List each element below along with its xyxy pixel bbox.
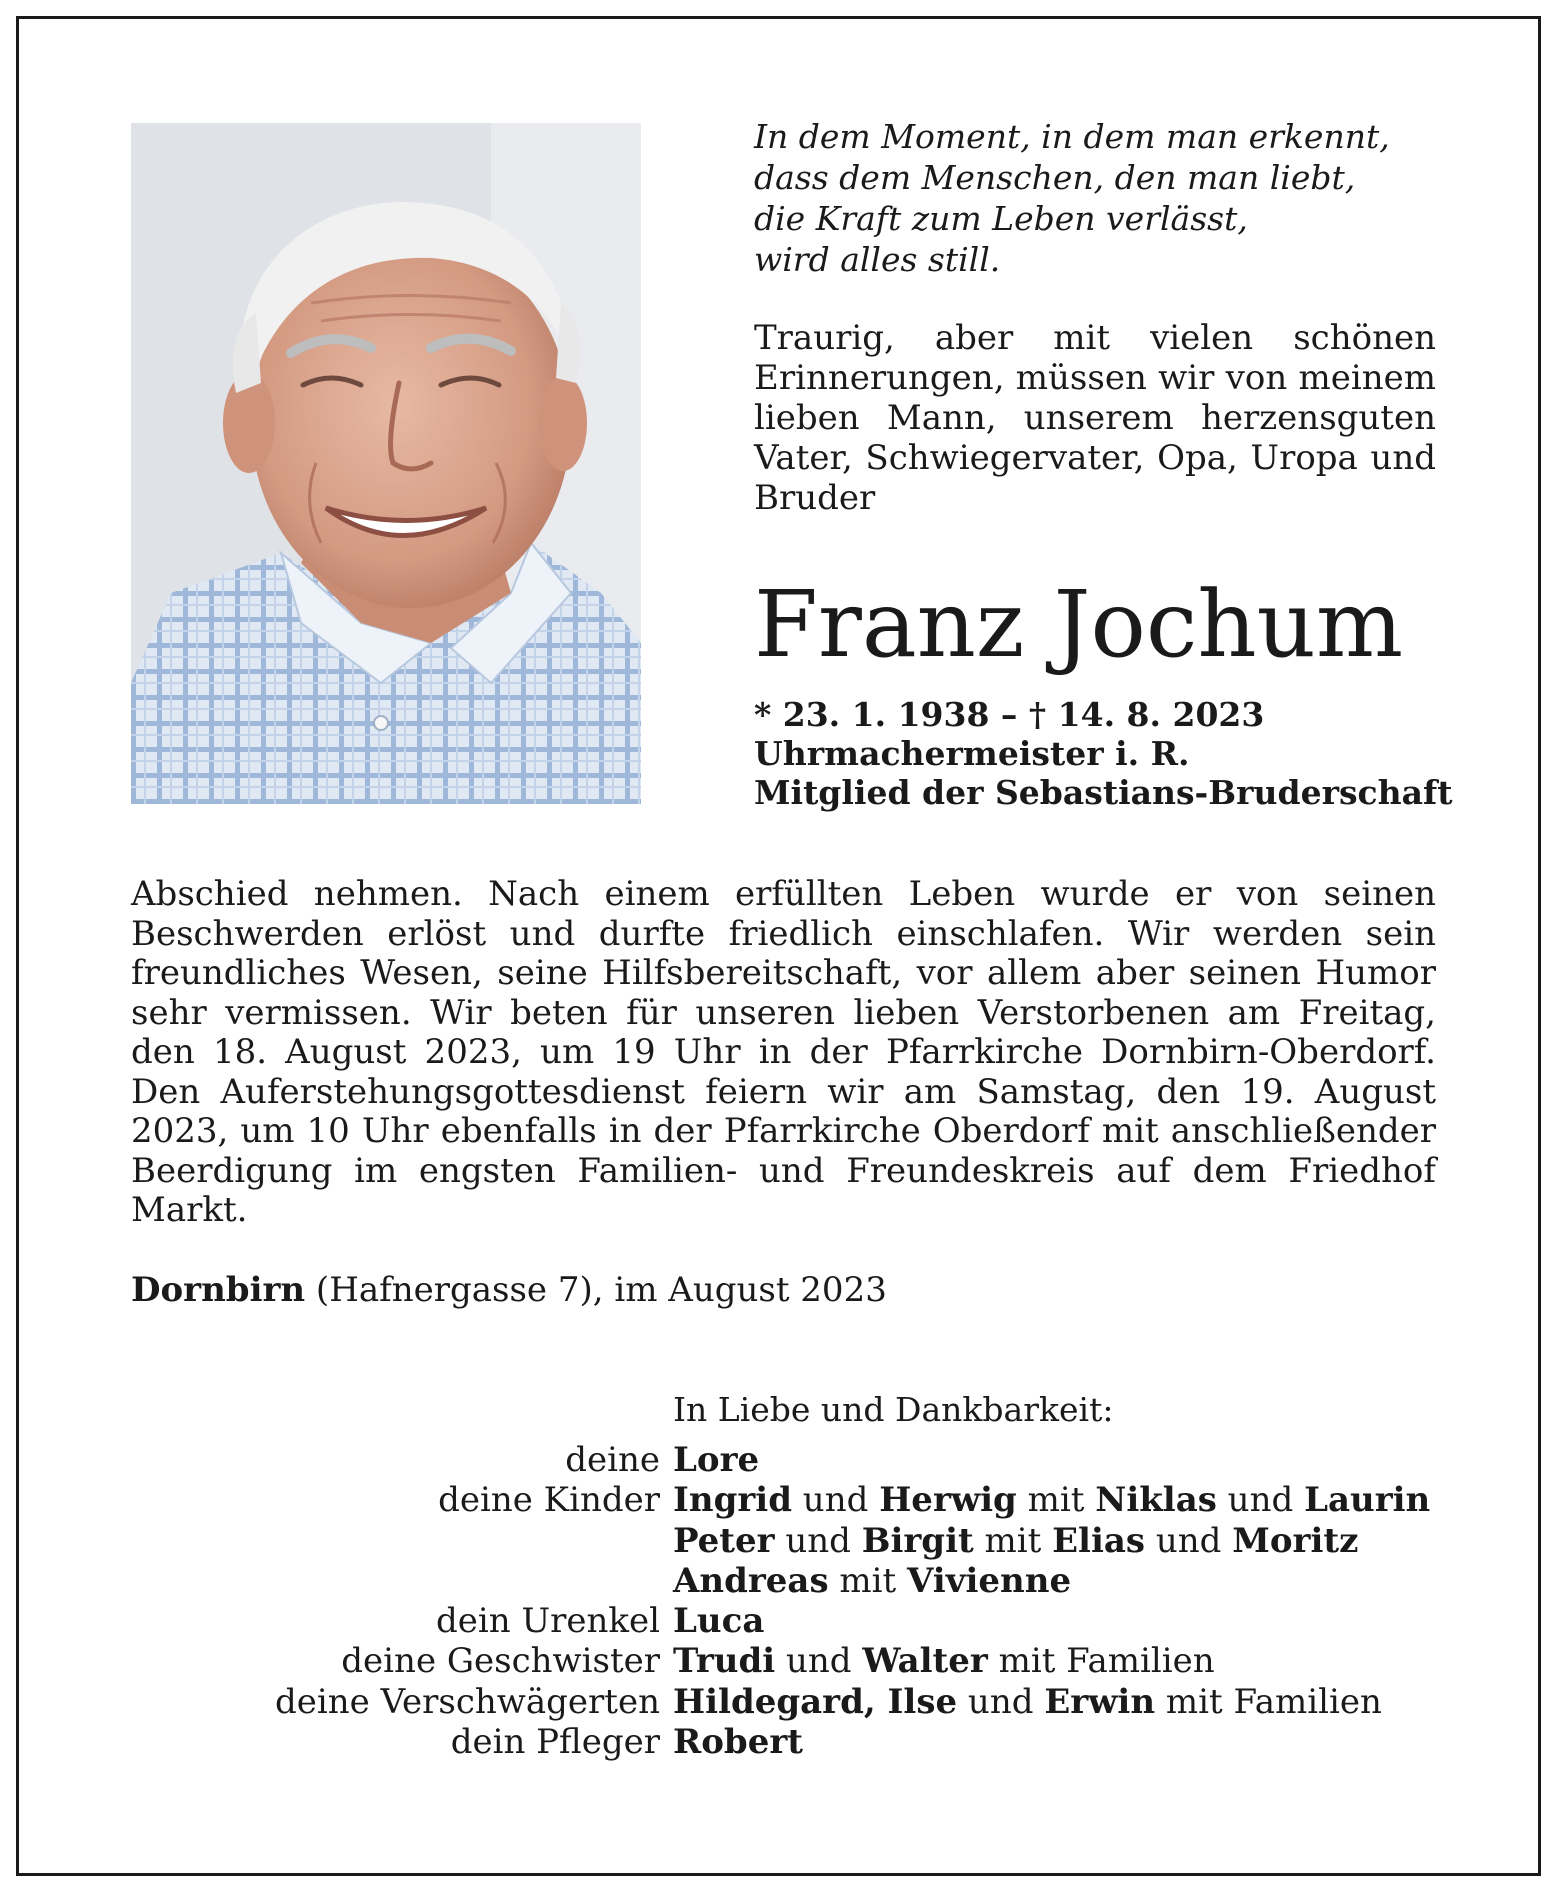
quote-line: wird alles still.: [754, 240, 1001, 279]
survivor-names: [673, 1521, 1358, 1561]
survivor-relation: deine Verschwägerten: [275, 1681, 660, 1722]
survivor-name: Herwig: [879, 1480, 1017, 1521]
connector: und: [775, 1641, 863, 1682]
survivor-name: Birgit: [861, 1520, 974, 1561]
place-address-date: (Hafnergasse 7), im August 2023: [305, 1270, 887, 1310]
survivor-row: [200, 1440, 1500, 1480]
survivor-name: Vivienne: [907, 1560, 1072, 1601]
intro-text: Traurig, aber mit vielen schönen Erinnerungen, müssen wir von meinem lieben Mann, unserem herzensguten Vater, Schwiegervater, Opa, Uropa und Bruder: [754, 318, 1436, 518]
place-city: Dornbirn: [131, 1270, 306, 1310]
survivor-name: Lore: [673, 1440, 760, 1480]
survivor-relation: [200, 1521, 673, 1561]
survivor-name: Andreas: [673, 1560, 829, 1601]
survivor-name: Niklas: [1095, 1480, 1217, 1521]
survivor-names: [673, 1561, 1071, 1601]
survivor-name: Trudi: [673, 1641, 776, 1682]
survivor-name: Luca: [673, 1601, 765, 1642]
connector: mit: [1016, 1480, 1096, 1521]
connector: und: [774, 1520, 862, 1561]
survivor-name: Laurin: [1304, 1480, 1431, 1521]
connector: und: [957, 1681, 1045, 1722]
survivor-relation: [200, 1561, 673, 1601]
place-and-date: [131, 1270, 887, 1310]
survivor-names: [673, 1682, 1382, 1722]
survivor-relation: dein Urenkel: [436, 1601, 660, 1642]
body-text: Abschied nehmen. Nach einem erfüllten Leben wurde er von seinen Beschwerden erlöst und durfte friedlich einschlafen. Wir werden sein freundliches Wesen, seine Hilfsbereitschaft, vor allem aber seinen Humor sehr vermissen. Wir beten für unseren lieben Verstorbenen am Freitag, den 18. August 2023, um 19 Uhr in der Pfarrkirche Dornbirn-Oberdorf. Den Auferstehungsgottesdienst feiern wir am Samstag, den 19. August 2023, um 10 Uhr ebenfalls in der Pfarrkirche Oberdorf mit anschließender Beerdigung im engsten Familien- und Freundeskreis auf dem Friedhof Markt.: [131, 874, 1436, 1230]
survivor-name: Robert: [673, 1722, 803, 1763]
quote-line: dass dem Menschen, den man liebt,: [754, 158, 1356, 197]
thanks-line: In Liebe und Dankbarkeit:: [673, 1390, 1114, 1429]
portrait-illustration: [131, 123, 641, 804]
survivor-row: [200, 1561, 1500, 1601]
connector: und: [1216, 1480, 1305, 1521]
survivor-name: Elias: [1052, 1520, 1146, 1561]
survivor-name: Walter: [862, 1641, 988, 1682]
survivor-name: Erwin: [1044, 1681, 1156, 1722]
survivor-name: Hildegard, Ilse: [673, 1681, 958, 1722]
connector: und: [792, 1480, 880, 1521]
survivor-relation: deine: [565, 1440, 660, 1480]
survivor-name: Peter: [673, 1520, 775, 1561]
survivor-names: [673, 1480, 1430, 1520]
survivor-row: [200, 1641, 1500, 1681]
deceased-details: [754, 695, 1452, 812]
survivor-row: [200, 1601, 1500, 1641]
survivors-list: [200, 1440, 1500, 1762]
survivor-row: [200, 1521, 1500, 1561]
connector: mit Familien: [1155, 1681, 1382, 1722]
survivor-row: [200, 1682, 1500, 1722]
connector: mit: [828, 1560, 907, 1601]
survivor-names: [673, 1641, 1215, 1681]
survivor-relation: dein Pfleger: [450, 1722, 660, 1763]
life-dates: * 23. 1. 1938 – † 14. 8. 2023: [754, 695, 1265, 734]
membership: Mitglied der Sebastians-Bruderschaft: [754, 773, 1453, 812]
survivor-names: [673, 1440, 759, 1480]
memorial-quote: [754, 116, 1454, 280]
deceased-name: Franz Jochum: [754, 571, 1404, 678]
survivor-row: [200, 1722, 1500, 1762]
profession: Uhrmachermeister i. R.: [754, 734, 1190, 773]
survivor-name: Ingrid: [673, 1480, 792, 1521]
survivor-relation: deine Kinder: [438, 1480, 660, 1521]
survivor-names: [673, 1601, 764, 1641]
survivor-names: [673, 1722, 803, 1762]
quote-line: die Kraft zum Leben verlässt,: [754, 199, 1248, 238]
survivor-row: [200, 1480, 1500, 1520]
portrait-photo: [131, 123, 641, 804]
connector: und: [1145, 1520, 1233, 1561]
survivor-relation: deine Geschwister: [341, 1641, 660, 1682]
quote-line: In dem Moment, in dem man erkennt,: [754, 117, 1390, 156]
survivor-name: Moritz: [1232, 1520, 1359, 1561]
connector: mit: [973, 1520, 1053, 1561]
connector: mit Familien: [987, 1641, 1215, 1682]
